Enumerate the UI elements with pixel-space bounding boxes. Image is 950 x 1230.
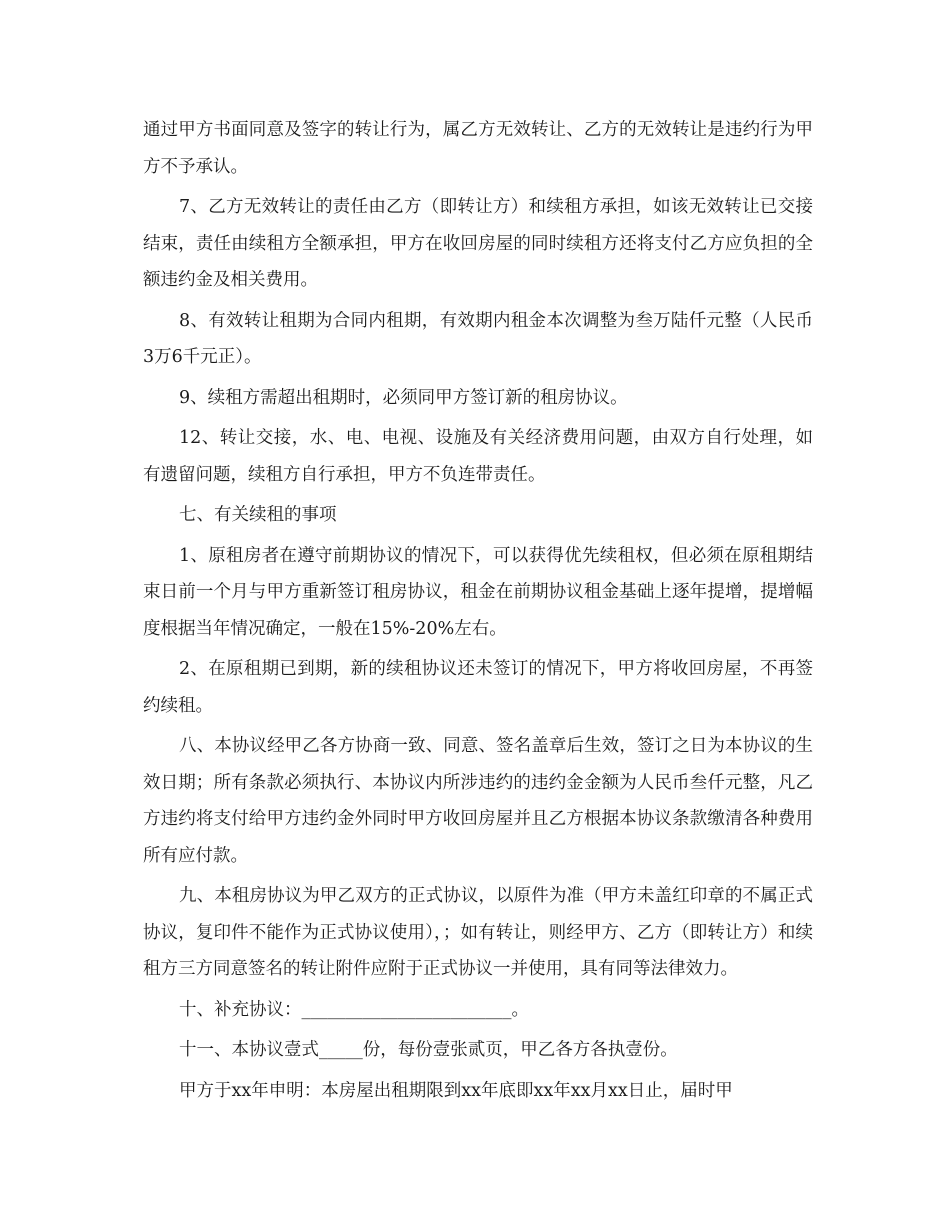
paragraph-clause-8: 8、有效转让租期为合同内租期，有效期内租金本次调整为叁万陆仟元整（人民币3万6千元正）。 <box>143 310 813 367</box>
document-body <box>143 112 813 1109</box>
paragraph-clause-9: 9、续租方需超出租期时，必须同甲方签订新的租房协议。 <box>179 387 628 408</box>
paragraph-section-10: 十、补充协议：________________________。 <box>179 999 529 1020</box>
paragraph-renewal-2: 2、在原租期已到期，新的续租协议还未签订的情况下，甲方将收回房屋，不再签约续租。 <box>143 659 813 716</box>
paragraph-landlord-statement: 甲方于xx年申明：本房屋出租期限到xx年底即xx年xx月xx日止，届时甲 <box>179 1080 733 1101</box>
paragraph-clause-7: 7、乙方无效转让的责任由乙方（即转让方）和续租方承担，如该无效转让已交接结束，责任由续租方全额承担，甲方在收回房屋的同时续租方还将支付乙方应负担的全额违约金及相关费用。 <box>143 197 813 290</box>
paragraph-section-9: 九、本租房协议为甲乙双方的正式协议，以原件为准（甲方未盖红印章的不属正式协议，复印件不能作为正式协议使用），；如有转让，则经甲方、乙方（即转让方）和续租方三方同意签名的转让附件应附于正式协议一并使用，具有同等法律效力。 <box>143 886 813 979</box>
paragraph-section-11: 十一、本协议壹式_____份，每份壹张贰页，甲乙各方各执壹份。 <box>179 1040 678 1060</box>
section-heading-7: 七、有关续租的事项 <box>179 505 337 525</box>
paragraph-renewal-1: 1、原租房者在遵守前期协议的情况下，可以获得优先续租权，但必须在原租期结束日前一个月与甲方重新签订租房协议，租金在前期协议租金基础上逐年提增，提增幅度根据当年情况确定，一般在15%-20%左右。 <box>143 545 813 639</box>
paragraph-clause-12: 12、转让交接，水、电、电视、设施及有关经济费用问题，由双方自行处理，如有遗留问题，续租方自行承担，甲方不负连带责任。 <box>143 428 813 485</box>
paragraph-section-8: 八、本协议经甲乙各方协商一致、同意、签名盖章后生效，签订之日为本协议的生效日期；所有条款必须执行、本协议内所涉违约的违约金金额为人民币叁仟元整，凡乙方违约将支付给甲方违约金外同时甲方收回房屋并且乙方根据本协议条款缴清各种费用所有应付款。 <box>143 736 813 866</box>
paragraph-continued: 通过甲方书面同意及签字的转让行为，属乙方无效转让、乙方的无效转让是违约行为甲方不予承认。 <box>143 120 813 177</box>
